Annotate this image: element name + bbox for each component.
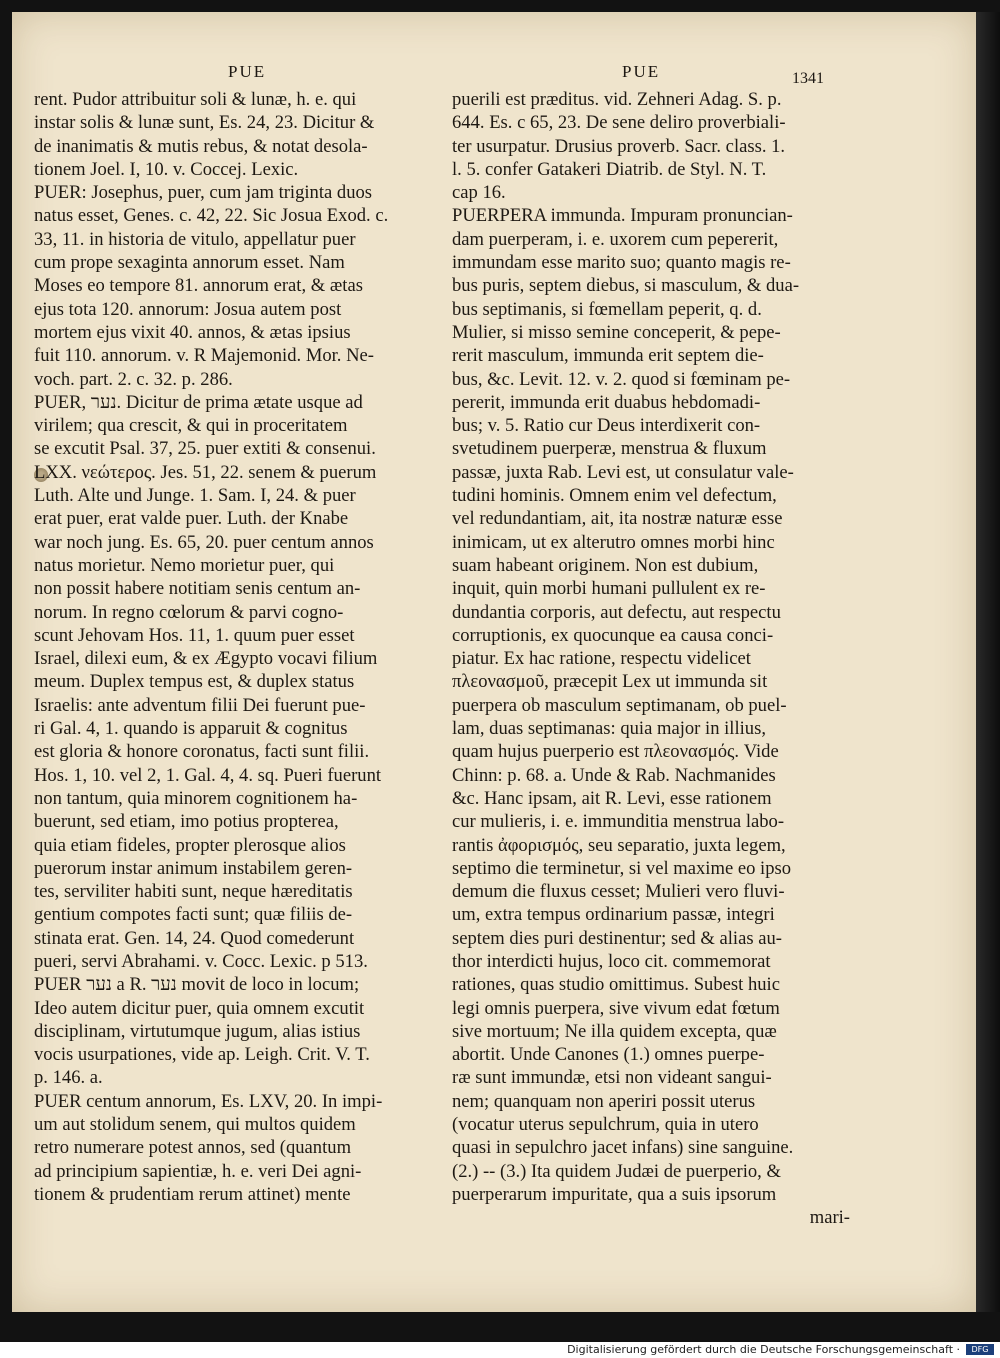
- text-line: bus, &c. Levit. 12. v. 2. quod si fœminam pe-: [452, 368, 791, 390]
- text-line: puerperarum impuritate, qua a suis ipsorum: [452, 1183, 777, 1205]
- text-line: ad principium sapientiæ, h. e. veri Dei agni-: [34, 1160, 362, 1182]
- text-line: bus septimanis, si fœmellam peperit, q. d.: [452, 298, 762, 320]
- text-line: (2.) -- (3.) Ita quidem Judæi de puerperio, &: [452, 1160, 781, 1182]
- text-line: tionem Joel. I, 10. v. Coccej. Lexic.: [34, 158, 299, 180]
- text-line: est gloria & honore coronatus, facti sunt filii.: [34, 741, 370, 763]
- text-line: PUER נער a R. נער movit de loco in locum;: [34, 974, 360, 996]
- text-line: Ideo autem dicitur puer, quia omnem excutit: [34, 997, 365, 1019]
- text-line: bus puris, septem diebus, si masculum, & dua-: [452, 275, 800, 297]
- text-line: natus morietur. Nemo morietur puer, qui: [34, 554, 335, 576]
- text-line: scunt Jehovam Hos. 11, 1. quum puer esset: [34, 624, 355, 646]
- text-line: sive mortuum; Ne illa quidem excepta, quæ: [452, 1020, 777, 1042]
- text-line: &c. Hanc ipsam, ait R. Levi, esse rationem: [452, 787, 772, 809]
- text-line: natus esset, Genes. c. 42, 22. Sic Josua Exod. c.: [34, 205, 389, 227]
- text-line: vel redundantiam, ait, ita nostræ naturæ esse: [452, 508, 783, 530]
- text-line: quia etiam fideles, propter plerosque alios: [34, 834, 346, 856]
- text-line: Mulier, si misso semine conceperit, & pepe-: [452, 321, 781, 343]
- text-line: mortem ejus vixit 40. annos, & ætas ipsius: [34, 321, 351, 343]
- text-line: war noch jung. Es. 65, 20. puer centum annos: [34, 531, 374, 553]
- right-column: [452, 88, 850, 1230]
- text-line: puerili est præditus. vid. Zehneri Adag. S. p.: [452, 89, 782, 110]
- text-line: tionem & prudentiam rerum attinet) mente: [34, 1183, 351, 1205]
- text-line: legi omnis puerpera, sive vivum edat fœtum: [452, 997, 780, 1019]
- left-column: [34, 88, 444, 1206]
- text-line: stinata erat. Gen. 14, 24. Quod comederunt: [34, 927, 355, 949]
- text-line: rantis ἀφορισμός, seu separatio, juxta legem,: [452, 834, 786, 856]
- text-line: norum. In regno cœlorum & parvi cogno-: [34, 601, 344, 623]
- text-line: Israel, dilexi eum, & ex Ægypto vocavi filium: [34, 648, 378, 670]
- text-line: passæ, juxta Rab. Levi est, ut consulatur vale-: [452, 461, 794, 483]
- text-line: (vocatur uterus sepulchrum, quia in utero: [452, 1114, 759, 1136]
- text-line: PUER centum annorum, Es. LXV, 20. In impi-: [34, 1090, 383, 1112]
- text-line: inimicam, ut ex alterutro omnes morbi hinc: [452, 531, 775, 553]
- catchword: mari-: [809, 1207, 850, 1229]
- running-head-left: PUE: [228, 62, 267, 81]
- text-line: retro numerare potest annos, sed (quantum: [34, 1137, 352, 1159]
- text-line: immundam esse marito suo; quanto magis re-: [452, 252, 791, 274]
- text-line: 33, 11. in historia de vitulo, appellatur puer: [34, 228, 356, 250]
- text-line: cur mulieris, i. e. immunditia menstrua labo-: [452, 811, 785, 833]
- text-line: inquit, quin morbi humani pullulent ex re-: [452, 578, 766, 600]
- text-line: instar solis & lunæ sunt, Es. 24, 23. Dicitur &: [34, 112, 375, 134]
- text-line: suam habeant originem. Non est dubium,: [452, 554, 759, 576]
- text-line: vocis usurpationes, vide ap. Leigh. Crit. V. T.: [34, 1044, 370, 1066]
- text-line: thor interdicti hujus, loco cit. commemorat: [452, 950, 771, 972]
- text-line: buerunt, sed etiam, imo potius propterea,: [34, 811, 339, 833]
- text-line: rent. Pudor attribuitur soli & lunæ, h. e. qui: [34, 89, 357, 110]
- text-line: dundantia corporis, aut defectu, aut respectu: [452, 601, 781, 623]
- text-line: Moses eo tempore 81. annorum erat, & ætas: [34, 275, 363, 297]
- text-line: Israelis: ante adventum filii Dei fuerunt pue-: [34, 694, 366, 716]
- text-line: 644. Es. c 65, 23. De sene deliro proverbiali-: [452, 112, 786, 134]
- text-line: piatur. Ex hac ratione, respectu videlicet: [452, 648, 751, 670]
- text-line: ræ sunt immundæ, etsi non videant sangui-: [452, 1067, 772, 1089]
- text-line: corruptionis, ex quocunque ea causa conci-: [452, 624, 774, 646]
- page-number: 1341: [792, 70, 824, 87]
- text-line: pueri, servi Abrahami. v. Cocc. Lexic. p 513.: [34, 950, 368, 972]
- text-line: tudini hominis. Omnem enim vel defectum,: [452, 485, 777, 507]
- text-line: dam puerperam, i. e. uxorem cum pepererit,: [452, 228, 779, 250]
- text-line: gentium compotes facti sunt; quæ filiis de-: [34, 904, 353, 926]
- text-line: abortit. Unde Canones (1.) omnes puerpe-: [452, 1044, 765, 1066]
- text-line: fuit 110. annorum. v. R Majemonid. Mor. Ne-: [34, 345, 374, 367]
- text-line: πλεονασμοῦ, præcepit Lex ut immunda sit: [452, 671, 768, 693]
- text-line: pererit, immunda erit duabus hebdomadi-: [452, 391, 761, 413]
- text-line: um aut stolidum senem, qui multos quidem: [34, 1114, 356, 1136]
- footer-credit: Digitalisierung gefördert durch die Deutsche Forschungsgemeinschaft ·: [567, 1343, 960, 1356]
- footer-bar: [0, 1342, 1000, 1358]
- text-line: cum prope sexaginta annorum esset. Nam: [34, 252, 345, 274]
- text-line: non possit habere notitiam senis centum an-: [34, 578, 361, 600]
- text-line: virilem; qua crescit, & qui in proceritatem: [34, 415, 348, 437]
- text-line: svetudinem puerperæ, menstrua & fluxum: [452, 438, 767, 460]
- text-line: PUER, נער. Dicitur de prima ætate usque ad: [34, 391, 363, 413]
- running-head-right: PUE: [622, 62, 661, 81]
- text-line: ejus tota 120. annorum: Josua autem post: [34, 298, 342, 320]
- text-line: demum die fluxus cesset; Mulieri vero fluvi-: [452, 881, 785, 903]
- text-line: nem; quanquam non aperiri possit uterus: [452, 1090, 756, 1112]
- text-line: bus; v. 5. Ratio cur Deus interdixerit con-: [452, 415, 761, 437]
- text-line: PUERPERA immunda. Impuram pronuncian-: [452, 205, 793, 227]
- text-line: tes, serviliter habiti sunt, neque hæreditatis: [34, 881, 353, 903]
- text-line: Hos. 1, 10. vel 2, 1. Gal. 4, 4. sq. Pueri fuerunt: [34, 764, 382, 786]
- text-line: ri Gal. 4, 1. quando is apparuit & cognitus: [34, 718, 348, 740]
- text-line: lam, duas septimanas: quia major in illius,: [452, 718, 766, 740]
- text-line: puerpera ob masculum septimanam, ob puel-: [452, 694, 787, 716]
- text-line: meum. Duplex tempus est, & duplex status: [34, 671, 355, 693]
- text-line: LXX. νεώτερος. Jes. 51, 22. senem & puerum: [34, 461, 377, 483]
- text-line: ter usurpatur. Drusius proverb. Sacr. class. 1.: [452, 135, 786, 157]
- text-line: erat puer, erat valde puer. Luth. der Knabe: [34, 508, 349, 530]
- text-line: se excutit Psal. 37, 25. puer extiti & consenui.: [34, 438, 376, 460]
- text-line: Chinn: p. 68. a. Unde & Rab. Nachmanides: [452, 764, 776, 786]
- text-line: voch. part. 2. c. 32. p. 286.: [34, 368, 233, 390]
- text-line: disciplinam, virtutumque jugum, alias istius: [34, 1020, 361, 1042]
- text-line: l. 5. confer Gatakeri Diatrib. de Styl. N. T.: [452, 158, 767, 180]
- text-line: rerit masculum, immunda erit septem die-: [452, 345, 764, 367]
- text-line: p. 146. a.: [34, 1067, 103, 1089]
- text-line: Luth. Alte und Junge. 1. Sam. I, 24. & puer: [34, 485, 356, 507]
- text-line: septem dies puri destinentur; sed & alias au-: [452, 927, 782, 949]
- text-line: rationes, quas studio omittimus. Subest huic: [452, 974, 780, 996]
- page-edge-shadow: [976, 12, 1000, 1312]
- text-line: PUER: Josephus, puer, cum jam triginta duos: [34, 182, 373, 204]
- text-line: quam hujus puerperio est πλεονασμός. Vide: [452, 741, 779, 763]
- dfg-logo-icon: DFG: [966, 1344, 994, 1355]
- text-line: non tantum, quia minorem cognitionem ha-: [34, 787, 358, 809]
- text-line: um, extra tempus ordinarium passæ, integri: [452, 904, 775, 926]
- text-line: septimo die terminetur, si vel maxime eo ipso: [452, 857, 792, 879]
- text-line: puerorum instar animum instabilem geren-: [34, 857, 353, 879]
- text-line: de inanimatis & mutis rebus, & notat desola-: [34, 135, 368, 157]
- text-line: quasi in sepulchro jacet infans) sine sanguine.: [452, 1137, 794, 1159]
- text-line: cap 16.: [452, 182, 506, 204]
